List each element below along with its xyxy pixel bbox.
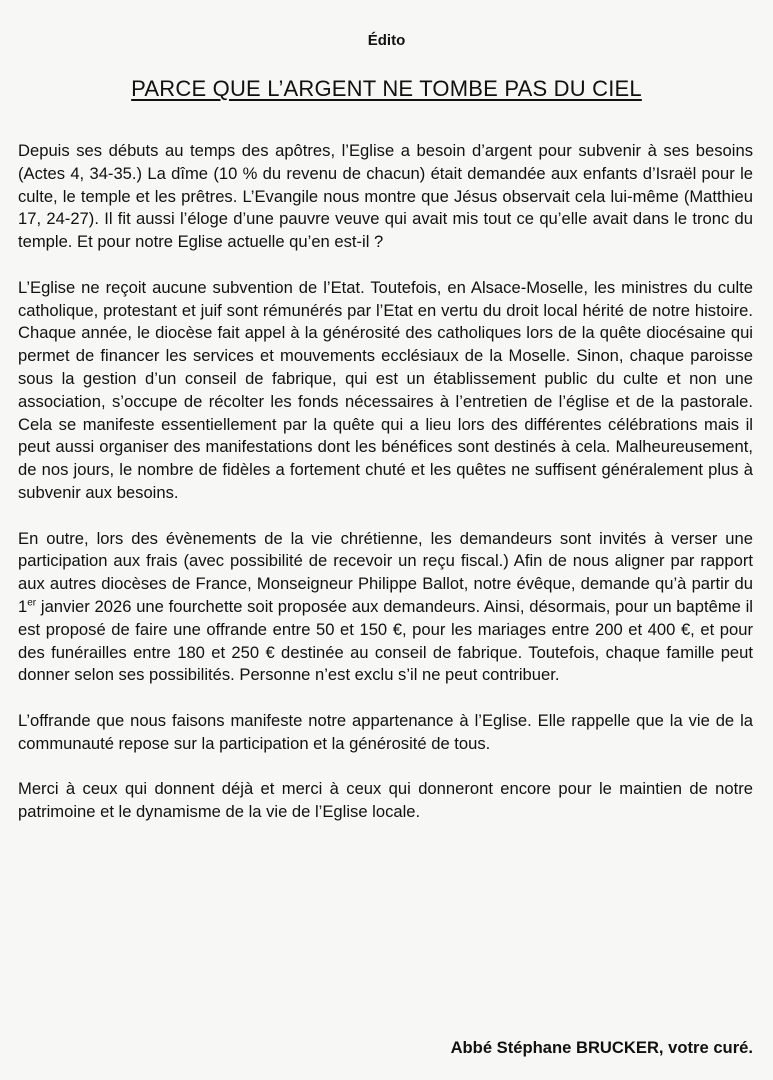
page-title: PARCE QUE L’ARGENT NE TOMBE PAS DU CIEL [131,76,642,101]
paragraph-3-part-1: En outre, lors des évènements de la vie chrétienne, les demandeurs sont invités à verser une participation aux frais (avec possibilité de recevoir un reçu fiscal.) Afin de nous aligner par rapport aux autres diocèses de France, Monseigneur Philippe Ballot, notre évêque, demande qu’à partir du 1 [18,528,753,616]
signature: Abbé Stéphane BRUCKER, votre curé. [450,1038,753,1057]
paragraph-3 [18,528,753,688]
paragraph-1: Depuis ses débuts au temps des apôtres, l’Eglise a besoin d’argent pour subvenir à ses besoins (Actes 4, 34-35.) La dîme (10 % du revenu de chacun) était demandée aux enfants d’Israël pour le culte, le temple et les prêtres. L’Evangile nous montre que Jésus observait cela lui-même (Matthieu 17, 24-27). Il fit aussi l’éloge d’une pauvre veuve qui avait mis tout ce qu’elle avait dans le tronc du temple. Et pour notre Eglise actuelle qu’en est-il ? [18,141,753,252]
paragraph-2: L’Eglise ne reçoit aucune subvention de l’Etat. Toutefois, en Alsace-Moselle, les ministres du culte catholique, protestant et juif sont rémunérés par l’Etat en vertu du droit local hérité de notre histoire. Chaque année, le diocèse fait appel à la générosité des catholiques lors de la quête diocésaine qui permet de financer les services et mouvements ecclésiaux de la Moselle. Sinon, chaque paroisse sous la gestion d’un conseil de fabrique, qui est un établissement public du culte et non une association, s’occupe de récolter les fonds nécessaires à l’entretien de l’église et de la pastorale. Cela se manifeste essentiellement par la quête qui a lieu lors des différentes célébrations mais il peut aussi organiser des manifestations dont les bénéfices sont destinés à cela. Malheureusement, de nos jours, le nombre de fidèles a fortement chuté et les quêtes ne suffisent généralement plus à subvenir aux besoins. [18,277,753,502]
paragraph-5: Merci à ceux qui donnent déjà et merci à ceux qui donneront encore pour le maintien de notre patrimoine et le dynamisme de la vie de l’Eglise locale. [18,779,753,822]
ordinal-superscript: er [27,597,37,609]
paragraph-4: L’offrande que nous faisons manifeste notre appartenance à l’Eglise. Elle rappelle que la vie de la communauté repose sur la participation et la générosité de tous. [18,710,753,753]
paragraph-3-part-2: janvier 2026 une fourchette soit proposée aux demandeurs. Ainsi, désormais, pour un baptême il est proposé de faire une offrande entre 50 et 150 €, pour les mariages entre 200 et 400 €, et pour des funérailles entre 180 et 250 € destinée au conseil de fabrique. Toutefois, chaque famille peut donner selon ses possibilités. Personne n’est exclu s’il ne peut contribuer. [18,596,753,685]
section-kicker: Édito [367,32,406,49]
article-body [18,140,753,847]
